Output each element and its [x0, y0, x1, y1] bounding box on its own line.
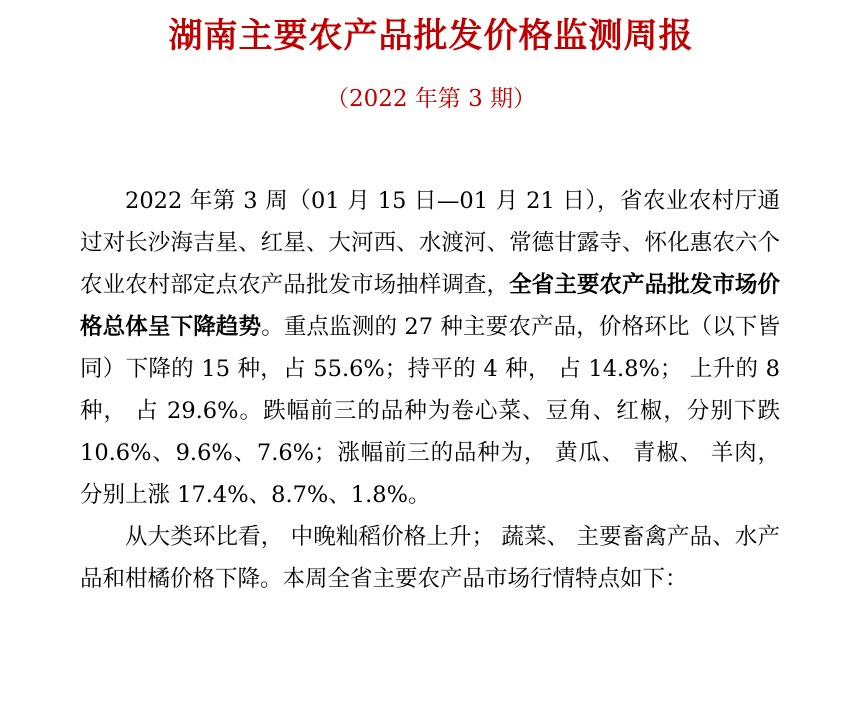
summary-lead: 2022 年第 3 周（01 月 15 日—01 月 21 日），省农业农村厅通过对长沙海吉星、红星、大河西、水渡河、常德甘露寺、怀化惠农六个农业农村部定点农产品批发市场抽样调查，: [80, 188, 780, 298]
summary-emphasis: 全省主要农产品批发市场价格总体呈下降趋势: [80, 272, 780, 340]
summary-paragraph: [80, 180, 780, 516]
report-body: [80, 180, 780, 600]
report-title: 湖南主要农产品批发价格监测周报: [168, 16, 694, 56]
issue-number: （2022 年第 3 期）: [325, 86, 537, 112]
category-paragraph: 从大类环比看， 中晚籼稻价格上升； 蔬菜、 主要畜禽产品、水产品和柑橘价格下降。本周全省主要农产品市场行情特点如下：: [80, 524, 780, 592]
summary-details: 。重点监测的 27 种主要农产品，价格环比（以下皆同）下降的 15 种，占 55.6%；持平的 4 种， 占 14.8%； 上升的 8 种， 占 29.6%。跌幅前三的品种为卷心菜、豆角、红椒，分别下跌 10.6%、9.6%、7.6%；涨幅前三的品种为， 黄瓜、 青椒、 羊肉， 分别上涨 17.4%、8.7%、1.8%。: [80, 314, 780, 508]
